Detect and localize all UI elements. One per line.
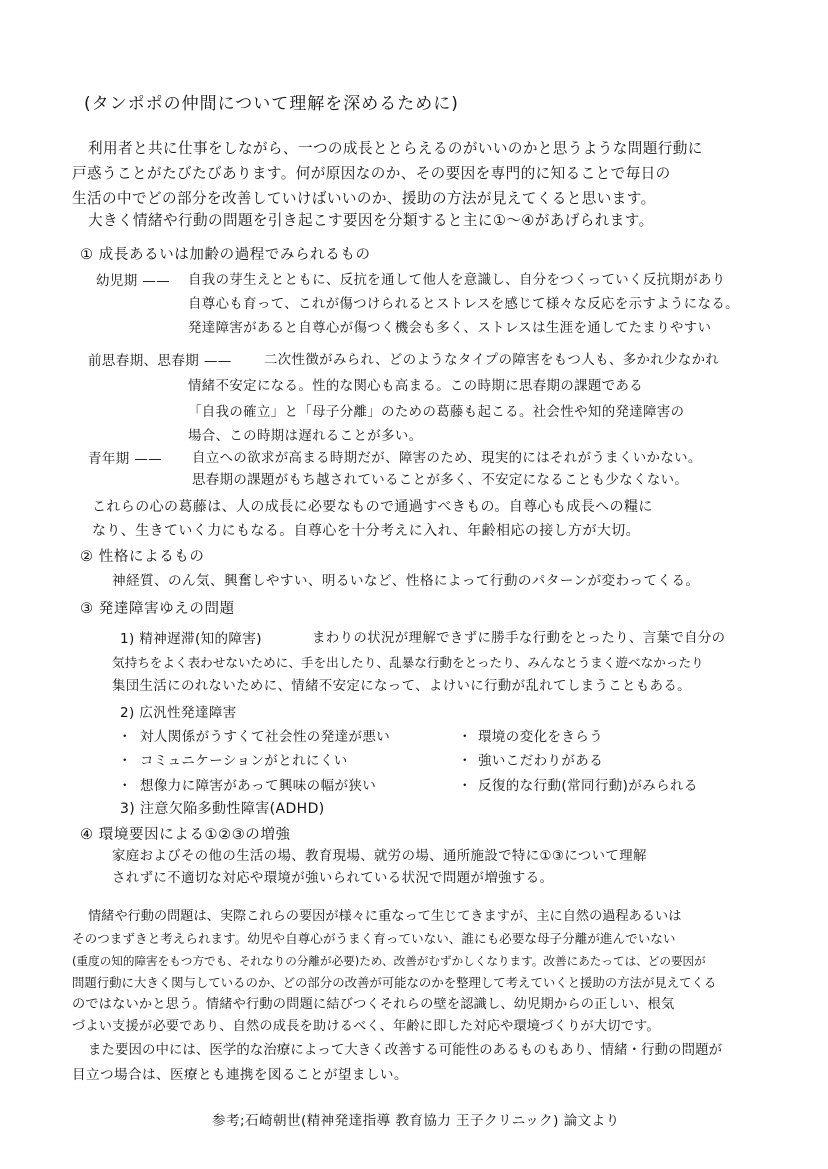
section2-heading: ② 性格によるもの bbox=[80, 549, 205, 565]
sub2-heading: 2) 広汎性発達障害 bbox=[120, 705, 237, 721]
section1-heading: ① 成長あるいは加齢の過程でみられるもの bbox=[80, 247, 371, 263]
bullet-text: 反復的な行動(常同行動)がみられる bbox=[478, 778, 698, 794]
section4-heading: ④ 環境要因による①②③の増強 bbox=[80, 827, 291, 843]
youth-line: 自立への欲求が高まる時期だが、障害のため、現実的にはそれがうまくいかない。 bbox=[192, 451, 702, 466]
sub1-line: 気持ちをよく表わせないために、手を出したり、乱暴な行動をとったり、みんなとうまく遊べなかったり bbox=[112, 655, 704, 670]
infant-line: 発達障害があると自尊心が傷つく機会も多く、ストレスは生涯を通してたまりやすい bbox=[188, 321, 712, 336]
intro-line: 戸惑うことがたびたびあります。何が原因なのか、その要因を専門的に知ることで毎日の bbox=[72, 165, 671, 182]
conclusion-line: そのつまずきと考えられます。幼児や自尊心がうまく育っていない、誰にも必要な母子分離が進んでいない bbox=[72, 931, 676, 946]
sub1-heading: 1) 精神遅滞(知的障害) bbox=[120, 631, 262, 647]
youth-line: 思春期の課題がもち越されていることが多く、不安定になることも少なくない。 bbox=[192, 473, 689, 488]
section2-line: 神経質、のん気、興奮しやすい、明るいなど、性格によって行動のパターンが変わってくる。 bbox=[112, 573, 700, 589]
conclusion-line: (重度の知的障害をもつ方でも、それなりの分離が必要)ため、改善がむずかしくなります。改善にあたっては、どの要因が bbox=[72, 954, 706, 968]
section4-line: 家庭およびその他の生活の場、教育現場、就労の場、通所施設で特に①③について理解 bbox=[112, 849, 647, 864]
bullet-item: ・ bbox=[118, 729, 132, 745]
summary-line: なり、生きていく力にもなる。自尊心を十分考えに入れ、年齢相応の接し方が大切。 bbox=[92, 523, 641, 539]
infant-line: 自我の芽生えとともに、反抗を通して他人を意識し、自分をつくっていく反抗期があり bbox=[188, 273, 726, 288]
conclusion-line: 情緒や行動の問題は、実際これらの要因が様々に重なって生じてきますが、主に自然の過程あるいは bbox=[88, 909, 682, 924]
bullet-item: ・ bbox=[458, 778, 472, 794]
page-title: (タンポポの仲間について理解を深めるために) bbox=[84, 94, 459, 114]
conclusion2-line: 目立つ場合は、医療とも連携を図ることが望ましい。 bbox=[72, 1067, 408, 1083]
intro-line: 生活の中でどの部分を改善していけばいいのか、援助の方法が見えてくると思います。 bbox=[72, 190, 656, 207]
puberty-line: 情緒不安定になる。性的な関心も高まる。この時期に思春期の課題である bbox=[188, 379, 644, 394]
conclusion2-line: また要因の中には、医学的な治療によって大きく改善する可能性のあるものもあり、情緒・行動の問題が bbox=[88, 1043, 723, 1058]
puberty-line: 場合、この時期は遅れることが多い。 bbox=[188, 429, 423, 444]
reference-note: 参考;石崎朝世(精神発達指導 教育協力 王子クリニック) 論文より bbox=[212, 1113, 620, 1129]
bullet-text: 環境の変化をきらう bbox=[478, 729, 604, 745]
infant-line: 自尊心も育って、これが傷つけられるとストレスを感じて様々な反応を示すようになる。 bbox=[188, 297, 739, 312]
intro-line: 大きく情緒や行動の問題を引き起こす要因を分類すると主に①〜④があげられます。 bbox=[88, 212, 654, 229]
puberty-line: 二次性徴がみられ、どのようなタイプの障害をもつ人も、多かれ少なかれ bbox=[264, 353, 720, 368]
puberty-label: 前思春期、思春期 —— bbox=[88, 353, 232, 369]
summary-line: これらの心の葛藤は、人の成長に必要なもので通過すべきもの。自尊心も成長への糧に bbox=[92, 499, 653, 515]
intro-line: 利用者と共に仕事をしながら、一つの成長ととらえるのがいいのかと思うような問題行動に bbox=[88, 140, 703, 157]
bullet-item: ・ bbox=[458, 729, 472, 745]
bullet-item: ・ bbox=[458, 753, 472, 769]
bullet-text: 対人関係がうすくて社会性の発達が悪い bbox=[140, 729, 391, 745]
bullet-text: 強いこだわりがある bbox=[478, 753, 604, 769]
conclusion-line: のではないかと思う。情緒や行動の問題に結びつくそれらの壁を認識し、幼児期からの正しい、根気 bbox=[72, 997, 675, 1012]
bullet-item: ・ bbox=[118, 753, 132, 769]
bullet-item: ・ bbox=[118, 778, 132, 794]
youth-label: 青年期 —— bbox=[88, 451, 163, 467]
puberty-line: 「自我の確立」と「母子分離」のための葛藤も起こる。社会性や知的発達障害の bbox=[188, 405, 685, 420]
infant-label: 幼児期 —— bbox=[96, 273, 171, 289]
section4-line: されずに不適切な対応や環境が強いられている状況で問題が増強する。 bbox=[112, 871, 554, 886]
sub3-heading: 3) 注意欠陥多動性障害(ADHD) bbox=[120, 801, 325, 817]
bullet-text: 想像力に障害があって興味の幅が狭い bbox=[140, 778, 377, 794]
sub1-line: まわりの状況が理解できずに勝手な行動をとったり、言葉で自分の bbox=[312, 631, 726, 646]
conclusion-line: 問題行動に大きく関与しているのか、どの部分の改善が可能なのかを整理して考えていくと援助の方法が見えてくる bbox=[72, 975, 717, 990]
sub1-line: 集団生活にのれないために、情緒不安定になって、よけいに行動が乱れてしまうこともある。 bbox=[112, 679, 691, 694]
conclusion-line: づよい支援が必要であり、自然の成長を助けるべく、年齢に即した対応や環境づくりが大切です。 bbox=[72, 1019, 660, 1034]
bullet-text: コミュニケーションがとれにくい bbox=[140, 753, 348, 769]
section3-heading: ③ 発達障害ゆえの問題 bbox=[80, 601, 235, 617]
